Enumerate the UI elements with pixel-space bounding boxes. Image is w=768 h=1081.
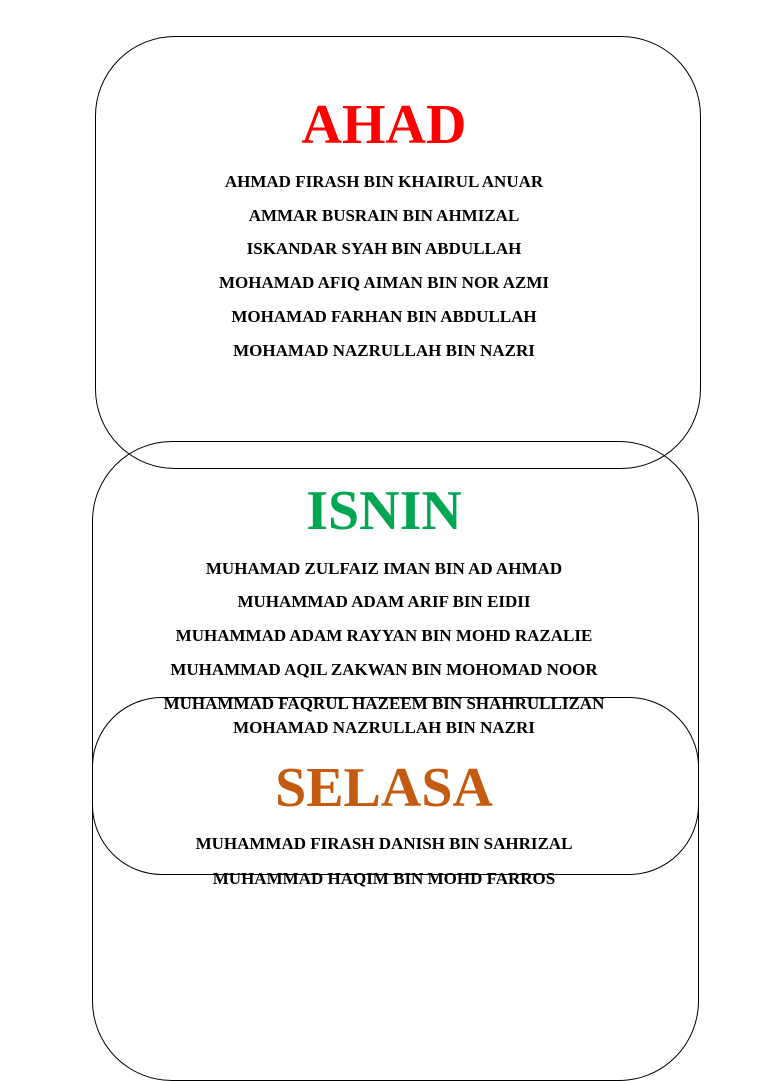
ahad-name-5: MOHAMAD FARHAN BIN ABDULLAH xyxy=(231,307,537,326)
isnin-name-5: MUHAMMAD FAQRUL HAZEEM BIN SHAHRULLIZAN xyxy=(163,694,605,713)
selasa-title: SELASA xyxy=(275,757,493,819)
isnin-name-6: MOHAMAD NAZRULLAH BIN NAZRI xyxy=(233,718,535,737)
isnin-name-4: MUHAMMAD AQIL ZAKWAN BIN MOHOMAD NOOR xyxy=(170,660,598,679)
isnin-title: ISNIN xyxy=(306,480,462,542)
ahad-name-1: AHMAD FIRASH BIN KHAIRUL ANUAR xyxy=(224,172,544,191)
ahad-name-6: MOHAMAD NAZRULLAH BIN NAZRI xyxy=(233,341,535,360)
selasa-name-2: MUHAMMAD HAQIM BIN MOHD FARROS xyxy=(212,869,556,888)
selasa-name-1: MUHAMMAD FIRASH DANISH BIN SAHRIZAL xyxy=(195,834,573,853)
isnin-name-2: MUHAMMAD ADAM ARIF BIN EIDII xyxy=(237,592,531,611)
ahad-name-2: AMMAR BUSRAIN BIN AHMIZAL xyxy=(248,206,520,225)
isnin-name-3: MUHAMMAD ADAM RAYYAN BIN MOHD RAZALIE xyxy=(175,626,593,645)
ahad-name-3: ISKANDAR SYAH BIN ABDULLAH xyxy=(246,239,522,258)
isnin-name-1: MUHAMAD ZULFAIZ IMAN BIN AD AHMAD xyxy=(205,559,563,578)
ahad-title: AHAD xyxy=(301,94,467,156)
ahad-name-4: MOHAMAD AFIQ AIMAN BIN NOR AZMI xyxy=(218,273,550,292)
